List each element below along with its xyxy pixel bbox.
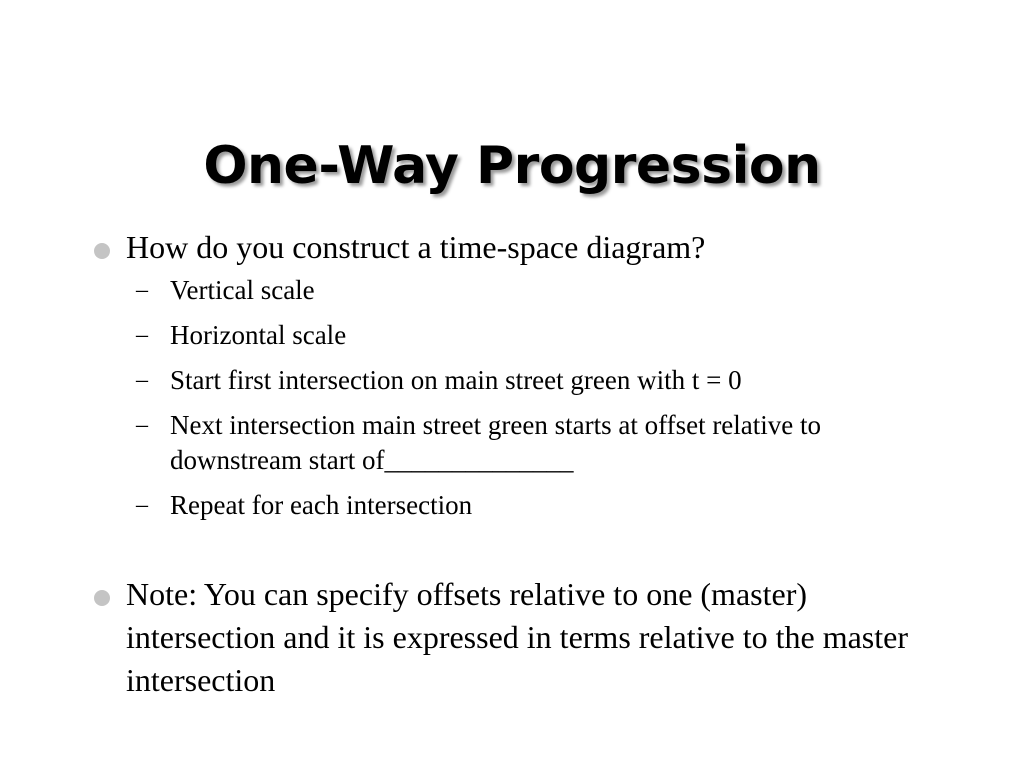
bullet-circle-icon xyxy=(94,590,110,606)
sub-bullet-list xyxy=(88,273,968,523)
bullet-text: Note: You can specify offsets relative to one (master) intersection and it is expressed in terms relative to the master intersection xyxy=(126,576,908,698)
bullet-text: How do you construct a time-space diagram? xyxy=(126,229,706,265)
dash-icon: – xyxy=(136,277,148,303)
bullet-master-intersection-note xyxy=(88,573,926,702)
sub-item-repeat xyxy=(132,488,968,523)
sub-item-text: Repeat for each intersection xyxy=(170,490,473,520)
slide-content xyxy=(88,226,968,702)
bullet-circle-icon xyxy=(94,243,110,259)
sub-item-text: Vertical scale xyxy=(170,275,315,305)
dash-icon: – xyxy=(136,492,148,518)
sub-item-horizontal-scale xyxy=(132,318,968,353)
sub-item-text: Start first intersection on main street green with t = 0 xyxy=(170,365,742,395)
slide-title: One-Way Progression xyxy=(203,135,821,196)
dash-icon: – xyxy=(136,322,148,348)
dash-icon: – xyxy=(136,412,148,438)
sub-item-text: Next intersection main street green starts at offset relative to downstream start of______________ xyxy=(170,410,822,475)
dash-icon: – xyxy=(136,367,148,393)
bullet-construct-diagram xyxy=(88,226,968,269)
sub-item-start-first-intersection xyxy=(132,363,968,398)
sub-item-next-intersection xyxy=(132,408,850,478)
sub-item-vertical-scale xyxy=(132,273,968,308)
sub-item-text: Horizontal scale xyxy=(170,320,347,350)
